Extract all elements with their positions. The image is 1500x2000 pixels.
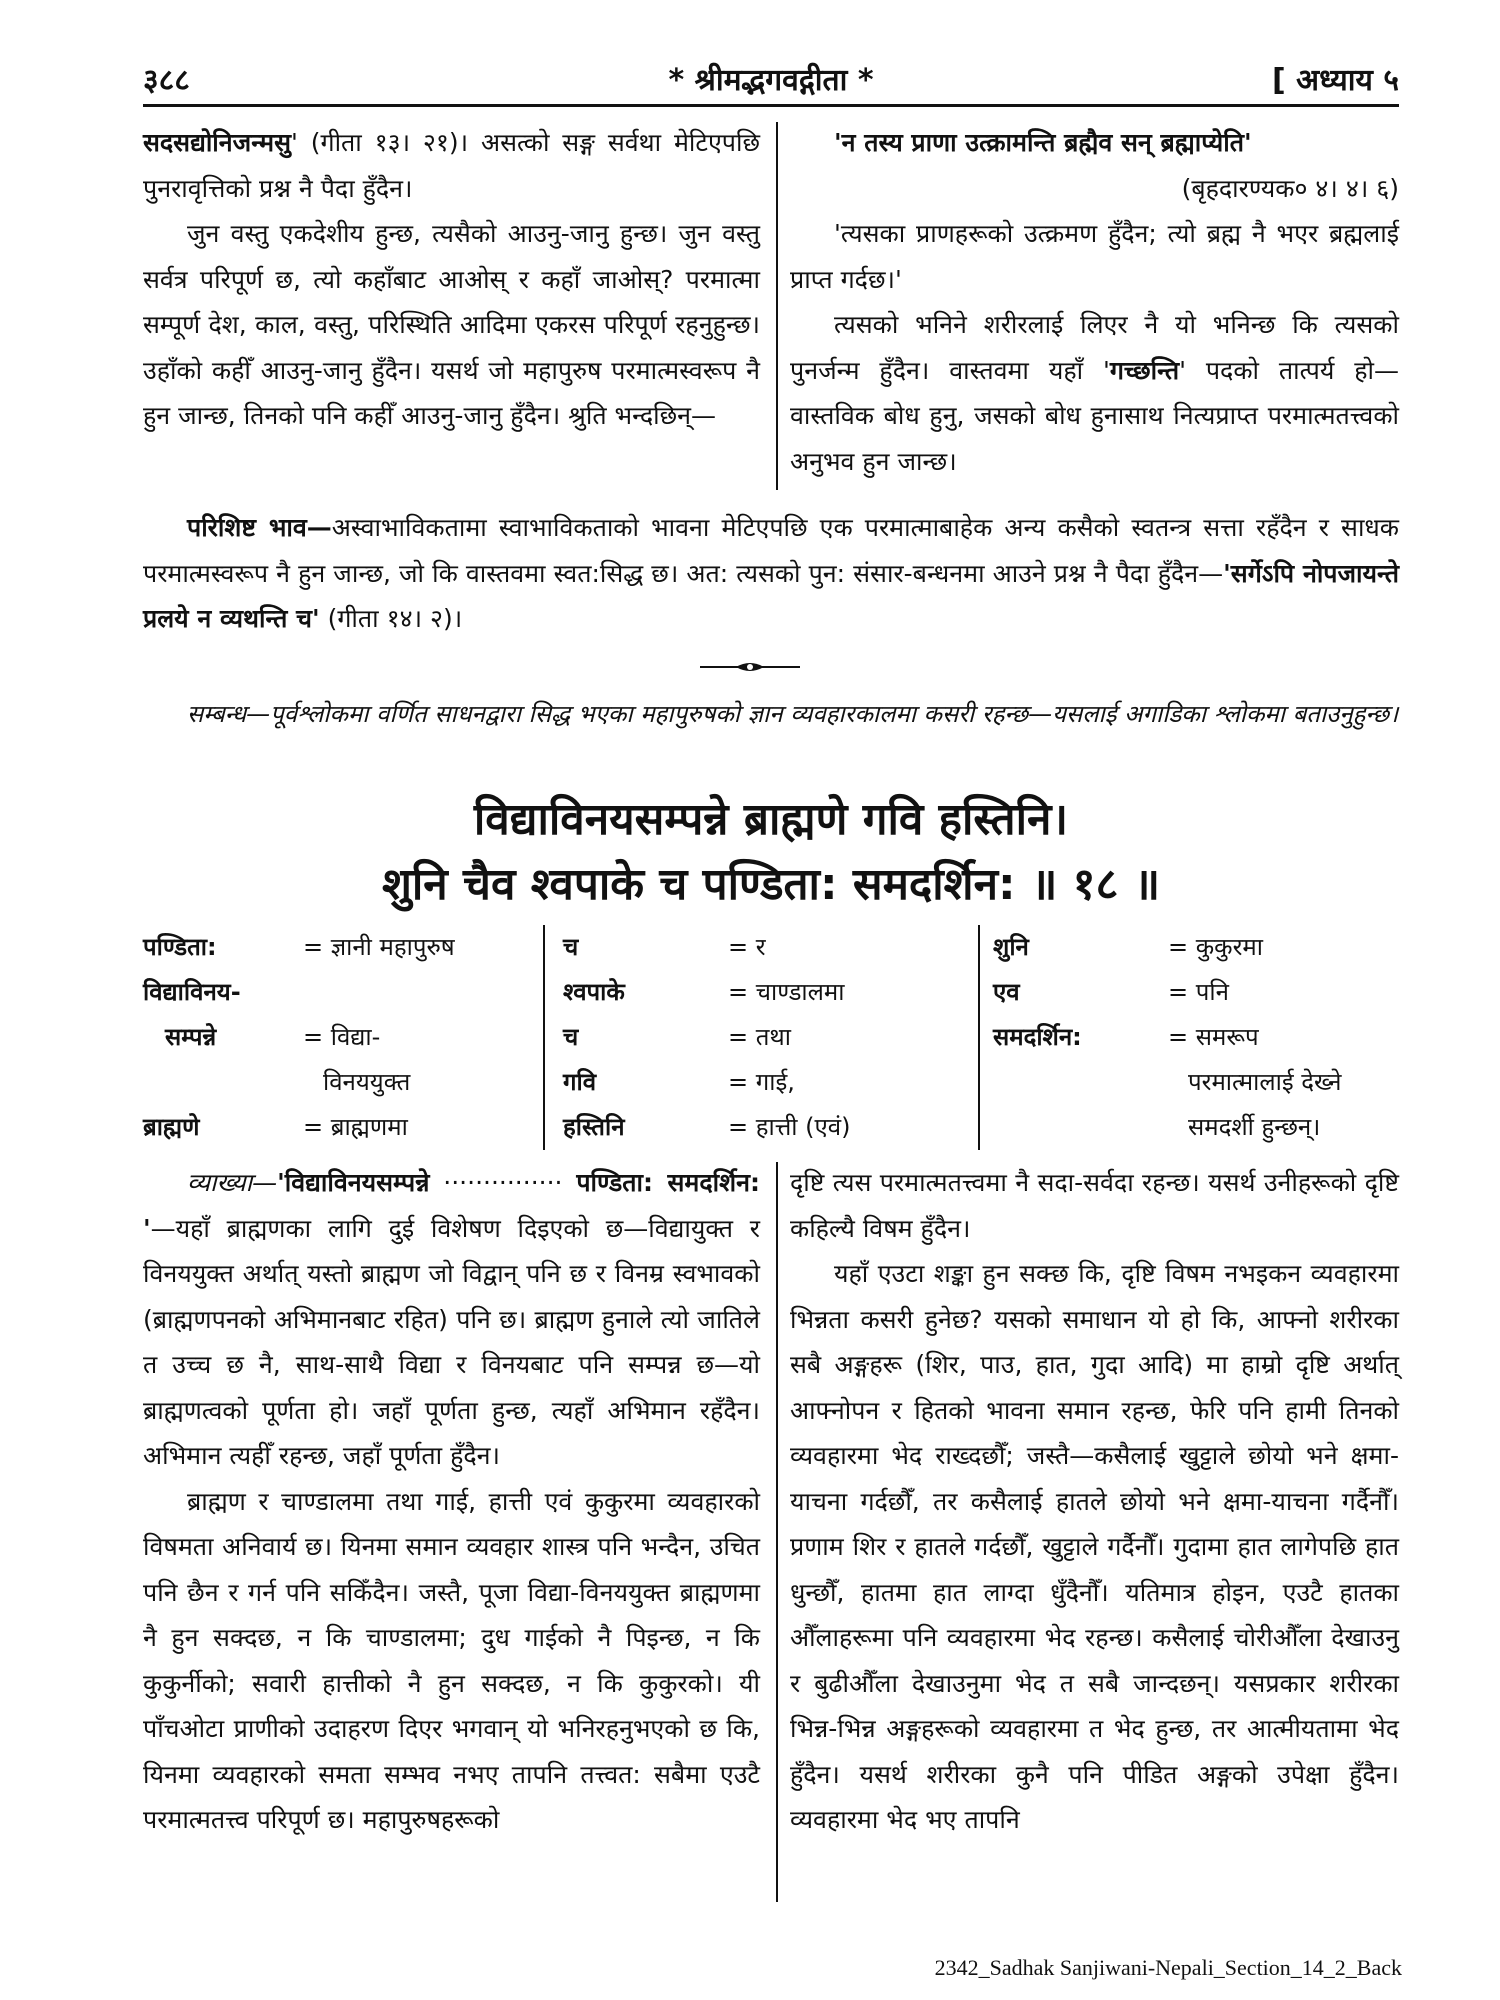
- bold-term: सदसद्योनिजन्मसु: [143, 128, 292, 157]
- text: अस्वाभाविकतामा स्वाभाविकताको भावना मेटिएपछि एक परमात्माबाहेक अन्य कसैको स्वतन्त्र सत्ता रहँदैन र साधक परमात्मस्वरूप नै हुन जान्छ, जो कि वास्तवमा स्वत:सिद्ध छ। अत: त्यसको पुन: संसार-बन्धनमा आउने प्रश्न नै पैदा हुँदैन—: [143, 513, 1399, 588]
- shloka-line-2: शुनि चैव श्वपाके च पण्डिता: समदर्शिन: ॥ १८ ॥: [381, 859, 1161, 910]
- word-meaning-row: [143, 925, 543, 970]
- sanskrit-word: एव: [993, 978, 1020, 1006]
- vyakhya-left-column: [143, 1160, 760, 1843]
- word-meaning-column-1: [143, 925, 543, 1150]
- word-table-divider: [543, 925, 545, 1150]
- sanskrit-word: विद्याविनय-: [143, 978, 241, 1006]
- meaning: = कुकुरमा: [1168, 933, 1263, 961]
- meaning: = पनि: [1168, 978, 1229, 1006]
- word-meaning-row: [563, 925, 963, 970]
- top-right-paragraph-3: [790, 302, 1399, 484]
- meaning: = ब्राह्मणमा: [303, 1113, 408, 1141]
- sanskrit-word: हस्तिनि: [563, 1113, 625, 1141]
- meaning: विनययुक्त: [323, 1068, 411, 1096]
- word-meaning-column-3: [993, 925, 1399, 1150]
- parishishta-paragraph: [143, 505, 1399, 642]
- top-right-column: [790, 120, 1399, 484]
- meaning: = विद्या-: [303, 1023, 381, 1051]
- text: ' (गीता १३। २१)। असत्को सङ्ग सर्वथा मेटिएपछि पुनरावृत्तिको प्रश्न नै पैदा हुँदैन।: [143, 128, 760, 203]
- word-meaning-row: [563, 1060, 963, 1105]
- vyakhya-right-column: [790, 1160, 1399, 1843]
- parishishta-label: परिशिष्ट भाव—: [187, 513, 332, 542]
- bold-term: 'विद्याविनयसम्पन्ने: [277, 1168, 430, 1197]
- header-rule: [143, 104, 1399, 107]
- page-number: ३८८: [143, 63, 190, 98]
- vyakhya-right-paragraph-1: दृष्टि त्यस परमात्मतत्त्वमा नै सदा-सर्वदा रहन्छ। यसर्थ उनीहरूको दृष्टि कहिल्यै विषम हुँदैन।: [790, 1168, 1399, 1243]
- word-meaning-row: [563, 970, 963, 1015]
- word-meaning-row: [143, 1060, 543, 1105]
- sambandh-text: सम्बन्ध—पूर्वश्लोकमा वर्णित साधनद्वारा सिद्ध भएका महापुरुषको ज्ञान व्यवहारकालमा कसरी रहन्छ—यसलाई अगाडिका श्लोकमा बताउनुहुन्छ।: [187, 700, 1399, 728]
- ellipsis: ···············: [429, 1168, 577, 1197]
- vyakhya-paragraph-1: [143, 1160, 760, 1479]
- meaning: = समरूप: [1168, 1023, 1259, 1051]
- word-meaning-row: [993, 1105, 1399, 1150]
- meaning: = र: [728, 933, 766, 961]
- word-meaning-column-2: [563, 925, 963, 1150]
- print-job-footer: 2342_Sadhak Sanjiwani-Nepali_Section_14_2_Back: [934, 1955, 1402, 1980]
- sanskrit-word: शुनि: [993, 933, 1029, 961]
- word-meaning-row: [143, 1105, 543, 1150]
- shloka-line-1: विद्याविनयसम्पन्ने ब्राह्मणे गवि हस्तिनि।: [473, 794, 1069, 845]
- sambandh-paragraph: [143, 692, 1399, 738]
- sanskrit-word: गवि: [563, 1068, 597, 1096]
- word-meaning-row: [993, 1060, 1399, 1105]
- sanskrit-word: श्वपाके: [563, 978, 625, 1006]
- bold-term: गच्छन्ति: [1109, 355, 1180, 385]
- word-table-divider: [978, 925, 980, 1150]
- vyakhya-label: व्याख्या—: [187, 1168, 278, 1197]
- sanskrit-word: च: [563, 1023, 579, 1051]
- sanskrit-word: समदर्शिन:: [993, 1023, 1082, 1051]
- top-left-column: [143, 120, 760, 439]
- word-meaning-row: [993, 1015, 1399, 1060]
- word-meaning-row: [993, 970, 1399, 1015]
- upanishad-quote: [790, 120, 1399, 166]
- word-meaning-row: [143, 1015, 543, 1060]
- sanskrit-word: सम्पन्ने: [165, 1023, 217, 1051]
- top-left-paragraph-2: जुन वस्तु एकदेशीय हुन्छ, त्यसैको आउनु-जानु हुन्छ। जुन वस्तु सर्वत्र परिपूर्ण छ, त्यो कहाँबाट आओस् र कहाँ जाओस्? परमात्मा सम्पूर्ण देश, काल, वस्तु, परिस्थिति आदिमा एकरस परिपूर्ण रहनुहुन्छ। उहाँको कहीँ आउनु-जानु हुँदैन। यसर्थ जो महापुरुष परमात्मस्वरूप नै हुन जान्छ, तिनको पनि कहीँ आउनु-जानु हुँदैन। श्रुति भन्दछिन्—: [143, 219, 760, 430]
- parishishta-section: [143, 505, 1399, 642]
- word-meaning-row: [143, 970, 543, 1015]
- book-title: * श्रीमद्भगवद्गीता *: [668, 63, 874, 98]
- sanskrit-word: च: [563, 933, 579, 961]
- bold-term: पण्डिता: समदर्शिन: ': [143, 1168, 760, 1243]
- running-header: [143, 58, 1399, 102]
- section-ornament: [700, 657, 800, 677]
- top-left-paragraph-1: [143, 120, 760, 211]
- chapter-label: [ अध्याय ५: [1272, 63, 1399, 98]
- column-divider: [776, 1162, 778, 1902]
- sanskrit-word: पण्डिता:: [143, 933, 217, 961]
- word-meaning-row: [563, 1105, 963, 1150]
- word-meaning-row: [563, 1015, 963, 1060]
- vyakhya-paragraph-2: ब्राह्मण र चाण्डालमा तथा गाई, हात्ती एवं कुकुरमा व्यवहारको विषमता अनिवार्य छ। यिनमा समान व्यवहार शास्त्र पनि भन्दैन, उचित पनि छैन र गर्न पनि सकिँदैन। जस्तै, पूजा विद्या-विनययुक्त ब्राह्मणमा नै हुन सक्दछ, न कि चाण्डालमा; दुध गाईको नै पिइन्छ, न कि कुकुर्नीको; सवारी हात्तीको नै हुन सक्दछ, न कि कुकुरको। यी पाँचओटा प्राणीको उदाहरण दिएर भगवान् यो भनिरहनुभएको छ कि, यिनमा व्यवहारको समता सम्भव नभए तापनि तत्त्वत: सबैमा एउटै परमात्मतत्त्व परिपूर्ण छ। महापुरुषहरूको: [143, 1486, 761, 1834]
- meaning: = चाण्डालमा: [728, 978, 845, 1006]
- quote-translation: 'त्यसका प्राणहरूको उत्क्रमण हुँदैन; त्यो ब्रह्म नै भएर ब्रह्मलाई प्राप्त गर्दछ।': [790, 219, 1399, 294]
- gita-quote: 'सर्गेऽपि नोपजायन्ते प्रलये न व्यथन्ति च': [143, 558, 1399, 633]
- text: ' पदको तात्पर्य हो—वास्तविक बोध हुनु, जसको बोध हुनासाथ नित्यप्राप्त परमात्मतत्त्वको अनुभव हुन जान्छ।: [790, 355, 1399, 476]
- gita-reference: (गीता १४। २)।: [319, 604, 463, 633]
- meaning: = तथा: [728, 1023, 791, 1051]
- word-meaning-row: [993, 925, 1399, 970]
- text: —यहाँ ब्राह्मणका लागि दुई विशेषण दिइएको छ—विद्यायुक्त र विनययुक्त अर्थात् यस्तो ब्राह्मण जो विद्वान् पनि छ र विनम्र स्वभावको (ब्राह्मणपनको अभिमानबाट रहित) पनि छ। ब्राह्मण हुनाले त्यो जातिले त उच्च छ नै, साथ-साथै विद्या र विनयबाट पनि सम्पन्न छ—यो ब्राह्मणत्वको पूर्णता हो। जहाँ पूर्णता हुन्छ, त्यहाँ अभिमान रहँदैन। अभिमान त्यहीँ रहन्छ, जहाँ पूर्णता हुँदैन।: [143, 1213, 760, 1470]
- meaning: = हात्ती (एवं): [728, 1113, 851, 1141]
- vyakhya-right-paragraph-2: यहाँ एउटा शङ्का हुन सक्छ कि, दृष्टि विषम नभइकन व्यवहारमा भिन्नता कसरी हुनेछ? यसको समाधान यो हो कि, आफ्नो शरीरका सबै अङ्गहरू (शिर, पाउ, हात, गुदा आदि) मा हाम्रो दृष्टि अर्थात् आफ्नोपन र हितको भावना समान रहन्छ, फेरि पनि हामी तिनको व्यवहारमा भेद राख्दछौँ; जस्तै—कसैलाई खुट्टाले छोयो भने क्षमा-याचना गर्दछौँ, तर कसैलाई हातले छोयो भने क्षमा-याचना गर्दैनौँ। प्रणाम शिर र हातले गर्दछौँ, खुट्टाले गर्दैनौँ। गुदामा हात लागेपछि हात धुन्छौँ, हातमा हात लाग्दा धुँदैनौँ। यतिमात्र होइन, एउटै हातका औँलाहरूमा पनि व्यवहारमा भेद रहन्छ। कसैलाई चोरीऔँला देखाउनु र बुढीऔँला देखाउनुमा भेद त सबै जान्दछन्। यसप्रकार शरीरका भिन्न-भिन्न अङ्गहरूको व्यवहारमा त भेद हुन्छ, तर आत्मीयतामा भेद हुँदैन। यसर्थ शरीरका कुनै पनि पीडित अङ्गको उपेक्षा हुँदैन। व्यवहारमा भेद भए तापनि: [790, 1259, 1399, 1834]
- quote-text: 'न तस्य प्राणा उत्क्रामन्ति ब्रह्मैव सन् ब्रह्माप्येति': [834, 128, 1252, 157]
- meaning: = गाई,: [728, 1068, 795, 1096]
- meaning: समदर्शी हुन्छन्।: [1188, 1113, 1321, 1141]
- meaning: = ज्ञानी महापुरुष: [303, 933, 455, 961]
- meaning: परमात्मालाई देख्ने: [1188, 1068, 1342, 1096]
- quote-reference: (बृहदारण्यक० ४। ४। ६): [1181, 173, 1399, 203]
- column-divider: [776, 122, 778, 490]
- sanskrit-word: ब्राह्मणे: [143, 1113, 200, 1141]
- text: त्यसको भनिने शरीरलाई लिएर नै यो भनिन्छ कि त्यसको पुनर्जन्म हुँदैन। वास्तवमा यहाँ ': [790, 310, 1399, 385]
